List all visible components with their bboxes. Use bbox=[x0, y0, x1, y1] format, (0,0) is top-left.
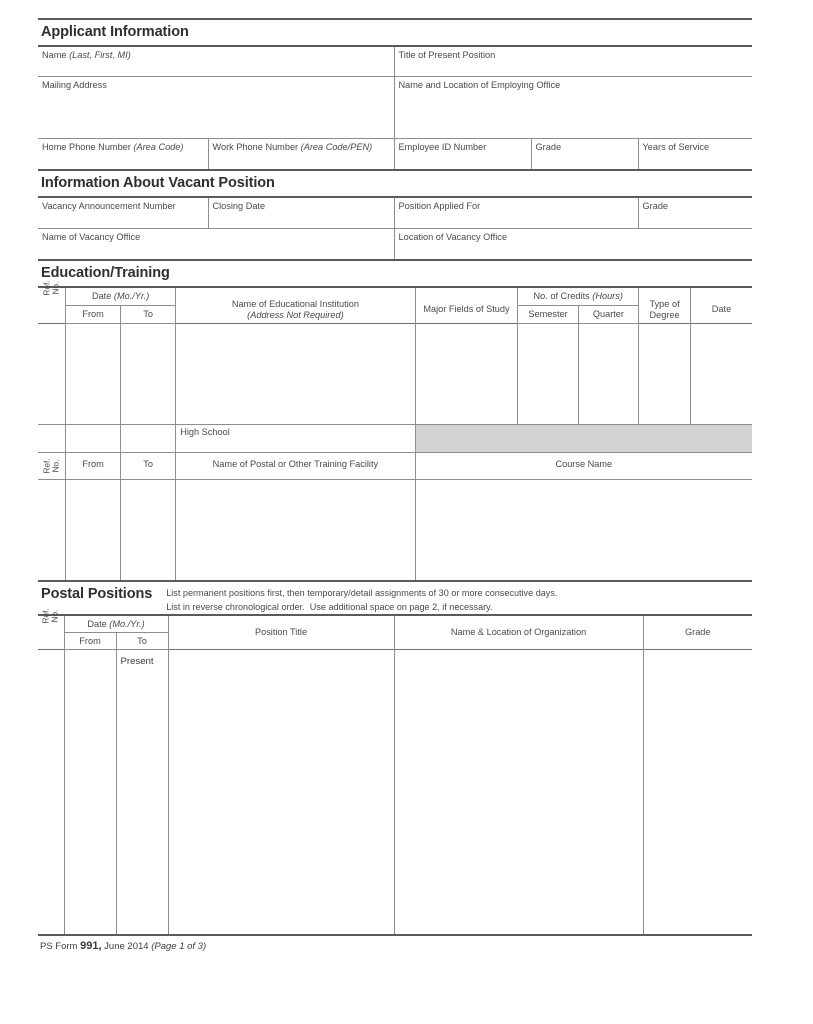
col-ref-no-postal bbox=[38, 608, 64, 650]
field-name[interactable] bbox=[38, 46, 394, 77]
field-title-present-position-label: Title of Present Position bbox=[398, 50, 496, 61]
field-vacancy-announcement-number[interactable] bbox=[38, 197, 208, 229]
col-semester bbox=[518, 305, 578, 324]
cell-from-training-entries[interactable] bbox=[66, 480, 121, 582]
col-from-training bbox=[66, 453, 121, 480]
col-major-fields bbox=[415, 287, 518, 324]
col-type-of-degree bbox=[639, 287, 691, 324]
cell-from-education-entries[interactable] bbox=[66, 324, 121, 425]
col-institution-line1: Name of Educational Institution bbox=[231, 299, 359, 310]
cell-grade-postal-entries[interactable] bbox=[643, 649, 752, 935]
field-employing-office-label: Name and Location of Employing Office bbox=[398, 80, 561, 91]
footer-form-number: 991, bbox=[80, 939, 102, 952]
cell-type-of-degree-entries[interactable] bbox=[639, 324, 691, 425]
cell-from-postal-entries[interactable] bbox=[64, 649, 116, 935]
footer-prefix: PS Form bbox=[40, 940, 81, 952]
col-degree-date bbox=[691, 287, 753, 324]
field-name-of-vacancy-office[interactable] bbox=[38, 229, 394, 261]
col-from-postal-label: From bbox=[79, 635, 101, 646]
col-to-training-label: To bbox=[143, 459, 153, 470]
field-employee-id[interactable] bbox=[394, 139, 531, 171]
table-row-high-school bbox=[38, 425, 752, 453]
field-employee-id-label: Employee ID Number bbox=[398, 142, 487, 153]
cell-training-facility-entries[interactable] bbox=[176, 480, 415, 582]
table-header-row bbox=[38, 453, 752, 480]
col-semester-label: Semester bbox=[528, 308, 568, 319]
col-from-postal bbox=[64, 632, 116, 649]
high-school-label: High School bbox=[180, 427, 230, 438]
col-from-training-label: From bbox=[82, 459, 104, 470]
col-course-name-label: Course Name bbox=[555, 459, 613, 470]
col-quarter bbox=[578, 305, 638, 324]
field-position-applied-for-label: Position Applied For bbox=[398, 201, 481, 212]
field-work-phone-hint: (Area Code/PEN) bbox=[300, 142, 373, 153]
col-credits-label: No. of Credits bbox=[533, 291, 593, 302]
cell-from-high-school[interactable] bbox=[66, 425, 121, 453]
col-ref-no-postal-line2: No. bbox=[49, 609, 59, 623]
field-location-of-vacancy-office-label: Location of Vacancy Office bbox=[398, 232, 507, 243]
col-date-group-postal bbox=[64, 615, 168, 633]
cell-high-school-label[interactable] bbox=[176, 425, 415, 453]
col-from-education bbox=[66, 305, 121, 324]
field-location-of-vacancy-office[interactable] bbox=[394, 229, 752, 261]
field-home-phone-label: Home Phone Number bbox=[42, 142, 134, 153]
field-mailing-address-label: Mailing Address bbox=[42, 80, 107, 91]
footer-date: June 2014 bbox=[101, 940, 152, 952]
cell-course-name-entries[interactable] bbox=[415, 480, 752, 582]
present-value: Present bbox=[120, 655, 154, 667]
col-quarter-label: Quarter bbox=[592, 308, 624, 319]
cell-ref-no-postal-entries[interactable] bbox=[38, 649, 64, 935]
field-employing-office[interactable] bbox=[394, 77, 752, 139]
table-row bbox=[38, 46, 752, 77]
education-training-heading: Education/Training bbox=[41, 265, 170, 282]
cell-to-education-entries[interactable] bbox=[121, 324, 176, 425]
postal-positions-heading-row bbox=[38, 582, 752, 613]
field-grade-vacancy[interactable] bbox=[638, 197, 752, 229]
table-row bbox=[38, 197, 752, 229]
applicant-information-heading: Applicant Information bbox=[41, 24, 189, 40]
education-training-table bbox=[38, 280, 752, 582]
col-to-postal bbox=[116, 632, 168, 649]
col-to-education bbox=[121, 305, 176, 324]
cell-ref-no-education-entries[interactable] bbox=[38, 324, 66, 425]
col-date-hint: (Mo./Yr.) bbox=[113, 291, 150, 302]
postal-positions-note-line2: List in reverse chronological order. Use additional space on page 2, if necessary. bbox=[166, 601, 493, 612]
table-row bbox=[38, 229, 752, 261]
col-date-label: Date bbox=[91, 291, 114, 302]
col-type-of-degree-line1: Type of bbox=[649, 299, 680, 310]
field-grade-vacancy-label: Grade bbox=[642, 201, 669, 212]
col-to-postal-label: To bbox=[137, 635, 147, 646]
field-closing-date-label: Closing Date bbox=[212, 201, 266, 212]
table-row bbox=[38, 139, 752, 171]
cell-degree-date-entries[interactable] bbox=[691, 324, 753, 425]
col-major-fields-label: Major Fields of Study bbox=[423, 304, 510, 315]
field-years-of-service[interactable] bbox=[638, 139, 752, 171]
vacant-position-heading: Information About Vacant Position bbox=[41, 175, 275, 192]
applicant-information-table bbox=[38, 45, 752, 171]
col-institution-line2: (Address Not Required) bbox=[247, 310, 344, 321]
field-grade-applicant[interactable] bbox=[531, 139, 638, 171]
field-work-phone[interactable] bbox=[208, 139, 394, 171]
col-type-of-degree-line2: Degree bbox=[649, 310, 680, 321]
postal-positions-note-line1: List permanent positions first, then temporary/detail assignments of 30 or more consecutive days. bbox=[166, 588, 558, 599]
cell-semester-entries[interactable] bbox=[518, 324, 578, 425]
col-grade-postal bbox=[643, 615, 752, 650]
cell-position-title-entries[interactable] bbox=[168, 649, 394, 935]
col-from-education-label: From bbox=[82, 308, 104, 319]
field-name-hint: (Last, First, MI) bbox=[69, 50, 131, 61]
field-vacancy-announcement-number-label: Vacancy Announcement Number bbox=[42, 201, 176, 212]
col-ref-no-training-line2: No. bbox=[50, 460, 60, 473]
cell-ref-no-training-entries[interactable] bbox=[38, 480, 66, 582]
cell-to-high-school[interactable] bbox=[121, 425, 176, 453]
col-position-title bbox=[168, 615, 394, 650]
col-to-education-label: To bbox=[143, 308, 153, 319]
cell-ref-no-high-school[interactable] bbox=[38, 425, 66, 453]
table-header-row bbox=[38, 287, 752, 305]
form-footer bbox=[38, 936, 752, 952]
field-name-of-vacancy-office-label: Name of Vacancy Office bbox=[42, 232, 141, 243]
field-title-present-position[interactable] bbox=[394, 46, 752, 77]
field-grade-applicant-label: Grade bbox=[535, 142, 562, 153]
col-ref-no-training bbox=[38, 453, 66, 480]
field-home-phone[interactable] bbox=[38, 139, 208, 171]
postal-positions-note bbox=[166, 582, 752, 613]
col-ref-no-postal-line1: Ref. bbox=[41, 608, 51, 624]
field-position-applied-for[interactable] bbox=[394, 197, 638, 229]
col-date-postal-label: Date bbox=[87, 618, 110, 629]
vacant-position-table bbox=[38, 196, 752, 261]
col-organization-label: Name & Location of Organization bbox=[450, 626, 587, 637]
cell-to-training-entries[interactable] bbox=[121, 480, 176, 582]
col-position-title-label: Position Title bbox=[254, 626, 308, 637]
footer-page: (Page 1 of 3) bbox=[151, 940, 207, 952]
col-degree-date-label: Date bbox=[711, 304, 732, 315]
table-row bbox=[38, 480, 752, 582]
col-date-group bbox=[66, 287, 176, 305]
table-row bbox=[38, 649, 752, 935]
col-course-name bbox=[415, 453, 752, 480]
table-row bbox=[38, 324, 752, 425]
col-ref-no-line1: Ref. bbox=[41, 280, 51, 296]
field-name-label: Name bbox=[42, 50, 70, 61]
col-training-facility bbox=[176, 453, 415, 480]
form-sheet bbox=[38, 18, 752, 952]
col-to-training bbox=[121, 453, 176, 480]
col-training-facility-label: Name of Postal or Other Training Facility bbox=[212, 459, 379, 470]
col-date-postal-hint: (Mo./Yr.) bbox=[109, 618, 145, 629]
cell-organization-entries[interactable] bbox=[394, 649, 643, 935]
col-ref-no-education bbox=[38, 280, 66, 324]
col-credits-hint: (Hours) bbox=[592, 291, 623, 302]
postal-positions-table bbox=[38, 608, 752, 936]
field-mailing-address[interactable] bbox=[38, 77, 394, 139]
postal-positions-heading: Postal Positions bbox=[41, 586, 153, 603]
cell-institution-entries[interactable] bbox=[176, 324, 415, 425]
cell-shaded-unused bbox=[415, 425, 752, 453]
col-organization bbox=[394, 615, 643, 650]
cell-to-postal-entries[interactable] bbox=[116, 649, 168, 935]
cell-quarter-entries[interactable] bbox=[578, 324, 638, 425]
col-institution bbox=[176, 287, 415, 324]
field-work-phone-label: Work Phone Number bbox=[212, 142, 301, 153]
cell-major-fields-entries[interactable] bbox=[415, 324, 518, 425]
col-ref-no-training-line1: Ref. bbox=[41, 458, 51, 474]
table-row bbox=[38, 77, 752, 139]
field-home-phone-hint: (Area Code) bbox=[133, 142, 184, 153]
col-ref-no-line2: No. bbox=[50, 282, 60, 295]
field-closing-date[interactable] bbox=[208, 197, 394, 229]
table-header-row bbox=[38, 615, 752, 633]
field-years-of-service-label: Years of Service bbox=[642, 142, 710, 153]
col-grade-postal-label: Grade bbox=[684, 626, 711, 637]
col-credits-group bbox=[518, 287, 639, 305]
